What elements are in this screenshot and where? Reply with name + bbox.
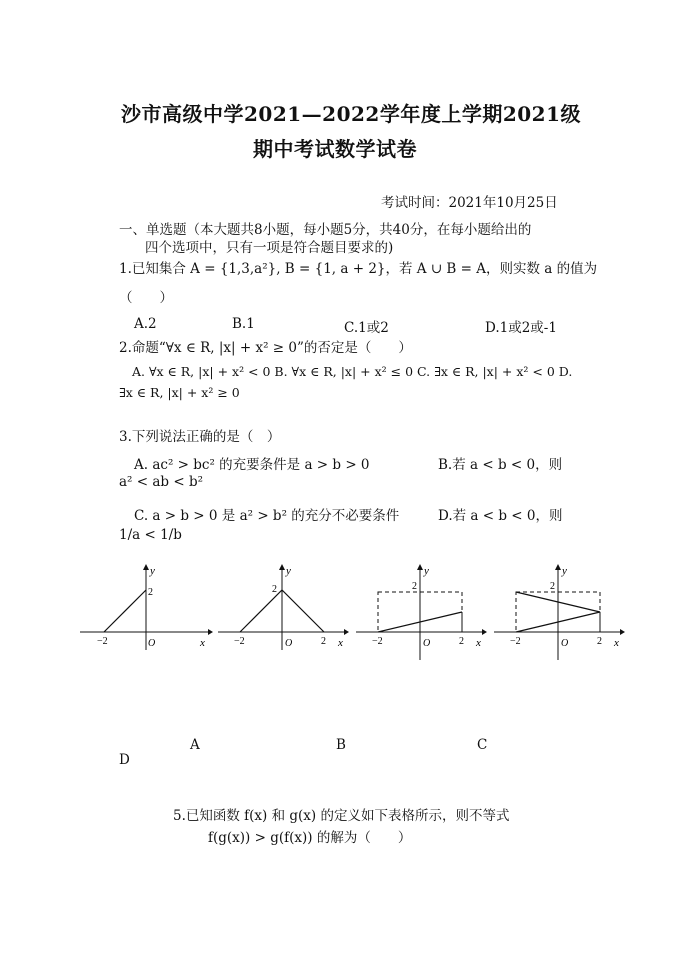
question-1-option-b: B.1 bbox=[232, 316, 255, 332]
graph-b-tick-2y: 2 bbox=[272, 584, 277, 595]
graph-a-tick-2: 2 bbox=[148, 587, 153, 598]
exam-title-line2: 期中考试数学试卷 bbox=[253, 137, 417, 161]
graph-b-tick-2x: 2 bbox=[321, 636, 326, 647]
graph-b-axis-x: x bbox=[338, 637, 343, 649]
graph-a-axis-x: x bbox=[200, 637, 205, 649]
graph-label-b: B bbox=[336, 737, 346, 753]
graph-a-axis-y: y bbox=[150, 565, 155, 577]
section-heading: 一、单选题（本大题共8小题，每小题5分，共40分，在每小题给出的 bbox=[119, 222, 532, 238]
graph-b-tick-neg2: −2 bbox=[234, 636, 245, 647]
question-3-option-b: B.若 a < b < 0，则 bbox=[438, 457, 563, 473]
question-2-stem: 2.命题“∀x ∈ R, |x| + x² ≥ 0”的否定是（ ） bbox=[119, 340, 412, 356]
graph-c bbox=[354, 562, 489, 662]
graph-label-d: D bbox=[119, 752, 130, 768]
question-3-option-b-cont: a² < ab < b² bbox=[119, 474, 203, 490]
graph-d-tick-neg2: −2 bbox=[510, 636, 521, 647]
question-1-option-c: C.1或2 bbox=[344, 320, 389, 336]
graph-c-origin: O bbox=[423, 638, 431, 649]
graph-c-tick-2x: 2 bbox=[459, 636, 464, 647]
graph-b-origin: O bbox=[285, 638, 293, 649]
question-3-option-d: D.若 a < b < 0，则 bbox=[438, 508, 563, 524]
question-5-stem: 5.已知函数 f(x) 和 g(x) 的定义如下表格所示，则不等式 bbox=[173, 808, 510, 824]
question-1-option-a: A.2 bbox=[134, 316, 157, 332]
graph-b bbox=[216, 562, 351, 652]
question-3-option-a: A. ac² > bc² 的充要条件是 a > b > 0 bbox=[134, 457, 370, 473]
question-3-stem: 3.下列说法正确的是（ ） bbox=[119, 429, 281, 445]
question-2-options-line2: ∃x ∈ R, |x| + x² ≥ 0 bbox=[119, 385, 240, 400]
graph-label-c: C bbox=[477, 737, 488, 753]
graph-a bbox=[78, 562, 213, 652]
graph-label-a: A bbox=[190, 737, 200, 753]
question-1-paren: （ ） bbox=[119, 290, 173, 306]
exam-time: 考试时间：2021年10月25日 bbox=[381, 195, 558, 211]
graph-d-tick-2x: 2 bbox=[597, 636, 602, 647]
graph-c-axis-y: y bbox=[424, 565, 429, 577]
graph-d-tick-2y: 2 bbox=[550, 581, 555, 592]
graph-d-origin: O bbox=[561, 638, 569, 649]
question-3-option-d-cont: 1/a < 1/b bbox=[119, 527, 182, 543]
graph-a-tick-neg2: −2 bbox=[97, 636, 108, 647]
question-5-stem-cont: f(g(x)) > g(f(x)) 的解为（ ） bbox=[208, 830, 412, 846]
exam-title-line1: 沙市高级中学2021—2022学年度上学期2021级 bbox=[121, 102, 581, 126]
graph-c-tick-neg2: −2 bbox=[372, 636, 383, 647]
graph-a-origin: O bbox=[148, 638, 156, 649]
question-2-options-line1: A. ∀x ∈ R, |x| + x² < 0 B. ∀x ∈ R, |x| + x² ≤ 0 C. ∃x ∈ R, |x| + x² < 0 D. bbox=[132, 364, 573, 379]
graph-c-axis-x: x bbox=[476, 637, 481, 649]
question-1-stem: 1.已知集合 A = {1,3,a²}, B = {1, a + 2}，若 A ∪ B = A，则实数 a 的值为 bbox=[119, 261, 598, 277]
graph-c-tick-2y: 2 bbox=[412, 581, 417, 592]
graph-b-axis-y: y bbox=[286, 565, 291, 577]
section-heading-cont: 四个选项中，只有一项是符合题目要求的) bbox=[145, 240, 394, 256]
question-1-option-d: D.1或2或-1 bbox=[485, 320, 557, 336]
question-3-option-c: C. a > b > 0 是 a² > b² 的充分不必要条件 bbox=[134, 508, 400, 524]
graph-d-axis-x: x bbox=[614, 637, 619, 649]
graph-d bbox=[492, 562, 627, 662]
graph-d-axis-y: y bbox=[562, 565, 567, 577]
